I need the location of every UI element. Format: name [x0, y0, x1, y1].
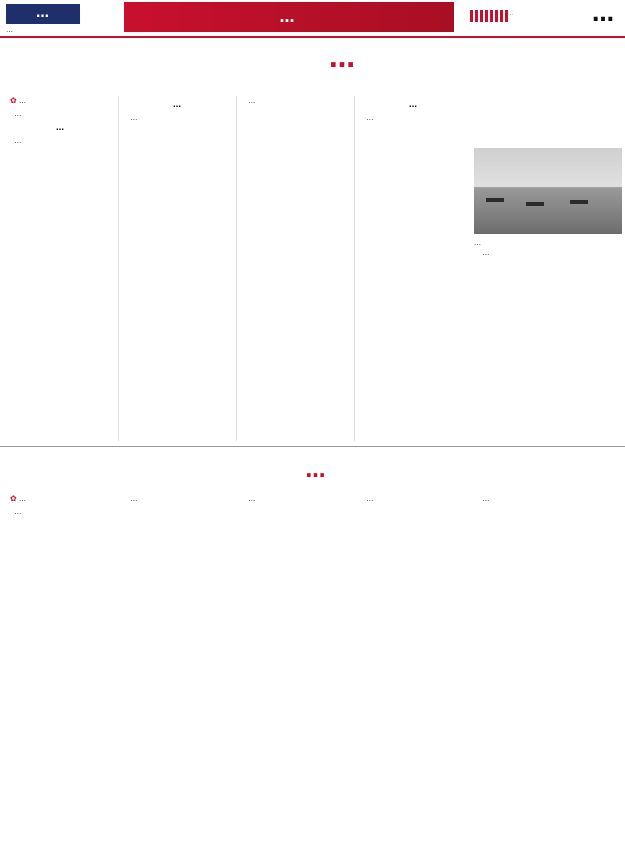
article1-paragraph: … [482, 249, 490, 257]
article1-paragraph: … [366, 114, 374, 122]
article2-paragraph: … [14, 508, 22, 516]
article1-paragraph: … [14, 110, 22, 118]
column-divider [354, 96, 355, 441]
article1-byline-row [10, 96, 114, 105]
article1-subheading: … [56, 123, 64, 132]
banner-decoration [470, 10, 510, 22]
page-number: … [592, 2, 614, 27]
column-divider [118, 96, 119, 441]
aircraft-silhouette [570, 200, 588, 204]
article1-paragraph: … [130, 114, 138, 122]
photo-caption: … [474, 239, 481, 247]
article-divider [0, 446, 625, 447]
article2-headline: … [305, 458, 327, 482]
article2-column-1 [6, 494, 114, 854]
aircraft-silhouette [486, 198, 504, 202]
article2-column-4 [358, 494, 468, 854]
article2-paragraph: … [482, 495, 490, 503]
section-title: … [279, 8, 299, 26]
article1-column-5 [474, 238, 622, 441]
byline-marker-icon: ✿ [10, 96, 17, 105]
column-divider [236, 96, 237, 441]
article1-photo [474, 148, 622, 234]
article1-column-3 [240, 96, 350, 441]
byline-marker-icon: ✿ [10, 494, 17, 503]
article1-subheading: … [173, 100, 181, 109]
article2-paragraph: … [366, 495, 374, 503]
header-rule [0, 36, 625, 38]
article1-headline: … [329, 44, 361, 74]
article2-byline: … [18, 495, 26, 503]
article2-column-2 [122, 494, 232, 854]
article1-byline: … [18, 97, 26, 105]
aircraft-silhouette [526, 202, 544, 206]
article1-paragraph: … [248, 97, 256, 105]
article1-subheading: … [409, 100, 417, 109]
article1-column-1 [6, 96, 114, 441]
article2-column-3 [240, 494, 350, 854]
article1-column-4 [358, 96, 468, 441]
editor-info: … [508, 11, 513, 17]
issue-date: … [6, 26, 13, 34]
article2-column-5 [474, 494, 622, 854]
article1-paragraph: … [14, 137, 22, 145]
article1-column-2 [122, 96, 232, 441]
article2-paragraph: … [130, 495, 138, 503]
article2-paragraph: … [248, 495, 256, 503]
article2-byline-row [10, 494, 114, 503]
masthead-logo: … [6, 4, 80, 24]
